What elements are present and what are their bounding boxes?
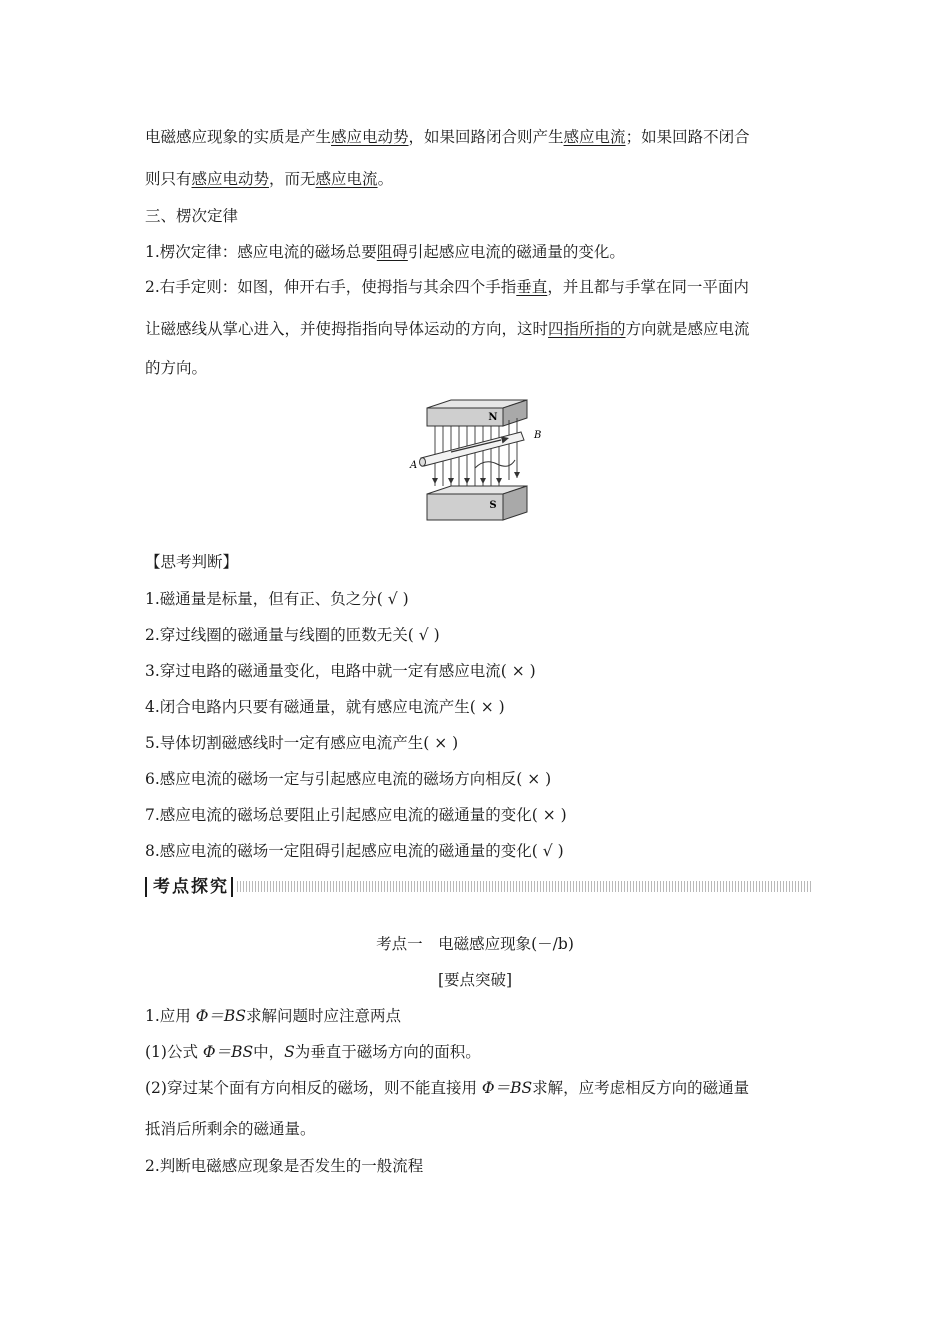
text: 1.应用	[145, 1007, 196, 1025]
paragraph-line: 2.判断电磁感应现象是否发生的一般流程	[145, 1157, 424, 1175]
paragraph-line: 抵消后所剩余的磁通量。	[145, 1120, 316, 1138]
text: 电磁感应现象的实质是产生	[145, 128, 332, 146]
kaodian-title: 考点一 电磁感应现象(－/b)	[376, 935, 574, 953]
blank-answer: 感应电流	[315, 170, 378, 188]
formula: Φ＝BS	[202, 1043, 254, 1061]
judgment-item: 7.感应电流的磁场总要阻止引起感应电流的磁通量的变化( × )	[145, 806, 567, 824]
paragraph-line	[145, 1077, 749, 1099]
blank-answer: 感应电流	[563, 128, 626, 146]
blank-answer: 垂直	[516, 278, 548, 296]
paragraph-line	[145, 1005, 401, 1027]
blank-answer: 四指所指的	[548, 320, 626, 338]
text: 让磁感线从掌心进入，并使拇指指向导体运动的方向，这时	[145, 320, 549, 338]
paragraph-line	[145, 126, 750, 148]
blank-answer: 阻碍	[376, 243, 408, 261]
point-b-label: B	[534, 430, 542, 441]
paragraph-line	[145, 241, 625, 263]
paragraph-line: 的方向。	[145, 359, 208, 377]
text: 。	[377, 170, 394, 188]
formula: Φ＝BS	[195, 1007, 246, 1025]
text: 2.右手定则：如图，伸开右手，使拇指与其余四个手指	[145, 278, 517, 296]
paragraph-line	[145, 318, 750, 340]
n-pole-label: N	[488, 412, 498, 423]
judgment-item: 8.感应电流的磁场一定阻碍引起感应电流的磁通量的变化( √ )	[145, 842, 564, 860]
judgment-item: 2.穿过线圈的磁通量与线圈的匝数无关( √ )	[145, 626, 440, 644]
judgment-item: 1.磁通量是标量，但有正、负之分( √ )	[145, 590, 409, 608]
blank-answer: 感应电动势	[331, 128, 409, 146]
text: ，并且都与手掌在同一平面内	[547, 278, 749, 296]
text: 中，	[253, 1043, 285, 1061]
paragraph-line	[145, 1041, 481, 1063]
paragraph-line	[145, 276, 749, 298]
text: (2)穿过某个面有方向相反的磁场，则不能直接用	[145, 1079, 482, 1097]
text: ，而无	[269, 170, 316, 188]
judgment-item: 6.感应电流的磁场一定与引起感应电流的磁场方向相反( × )	[145, 770, 552, 788]
text: 则只有	[145, 170, 192, 188]
text: 求解，应考虑相反方向的磁通量	[532, 1079, 750, 1097]
banner-right-bar	[231, 877, 233, 897]
formula: Φ＝BS	[481, 1079, 533, 1097]
judgment-item: 4.闭合电路内只要有磁通量，就有感应电流产生( × )	[145, 698, 505, 716]
banner-left-bar	[145, 877, 147, 897]
key-points-subtitle: [要点突破]	[437, 971, 513, 989]
text: 求解问题时应注意两点	[245, 1007, 401, 1025]
banner-dotted-rule	[237, 881, 813, 892]
section-heading: 三、楞次定律	[145, 207, 239, 225]
variable: S	[284, 1043, 295, 1061]
text: 引起感应电流的磁通量的变化。	[407, 243, 625, 261]
text: 1.楞次定律：感应电流的磁场总要	[145, 243, 377, 261]
section-banner	[145, 875, 813, 899]
right-hand-rule-figure	[405, 398, 545, 526]
section-title: 考点探究	[153, 877, 229, 897]
text: ，如果回路闭合则产生	[408, 128, 564, 146]
paragraph-line	[145, 168, 393, 190]
s-pole-label: S	[489, 500, 497, 511]
think-judge-title: 【思考判断】	[145, 553, 239, 571]
judgment-item: 5.导体切割磁感线时一定有感应电流产生( × )	[145, 734, 459, 752]
text: (1)公式	[145, 1043, 203, 1061]
text: ；如果回路不闭合	[625, 128, 750, 146]
text: 为垂直于磁场方向的面积。	[294, 1043, 481, 1061]
judgment-item: 3.穿过电路的磁通量变化，电路中就一定有感应电流( × )	[145, 662, 536, 680]
blank-answer: 感应电动势	[191, 170, 270, 188]
field-arrowheads	[432, 472, 520, 484]
text: 方向就是感应电流	[625, 320, 750, 338]
point-a-label: A	[410, 460, 418, 471]
